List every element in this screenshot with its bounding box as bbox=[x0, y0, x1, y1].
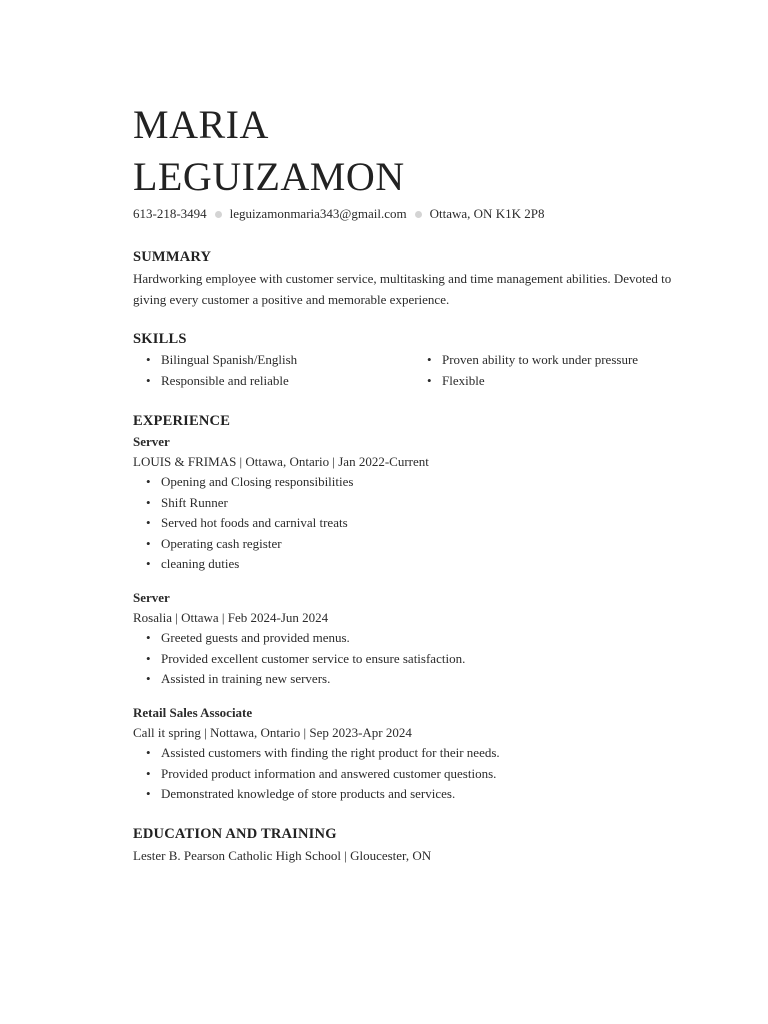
job-meta: LOUIS & FRIMAS | Ottawa, Ontario | Jan 2022-Current bbox=[133, 454, 429, 469]
job-title: Server bbox=[133, 590, 170, 605]
job-bullets bbox=[133, 628, 465, 690]
summary-text: Hardworking employee with customer service, multitasking and time management abilities. Devoted to giving every customer a positive and memorable experience. bbox=[133, 271, 672, 307]
job-bullets bbox=[133, 743, 500, 805]
education-entry: Lester B. Pearson Catholic High School | Gloucester, ON bbox=[133, 848, 432, 863]
skills-list-left bbox=[133, 350, 297, 391]
education-heading: EDUCATION AND TRAINING bbox=[133, 826, 337, 842]
job-bullet: • Opening and Closing responsibilities bbox=[146, 474, 354, 489]
skill-item: • Responsible and reliable bbox=[146, 372, 289, 388]
job-meta: Call it spring | Nottawa, Ontario | Sep 2023-Apr 2024 bbox=[133, 725, 412, 740]
experience-heading: EXPERIENCE bbox=[133, 413, 231, 429]
contact-line bbox=[133, 205, 544, 223]
job-bullet: • Assisted customers with finding the right product for their needs. bbox=[146, 745, 500, 760]
name-first: MARIA bbox=[133, 102, 269, 147]
contact-phone: 613-218-3494 bbox=[133, 206, 207, 221]
contact-email: leguizamonmaria343@gmail.com bbox=[229, 206, 407, 221]
job-bullet: • Demonstrated knowledge of store products and services. bbox=[146, 786, 456, 801]
skills-list-right bbox=[414, 350, 638, 391]
job-bullet: • Provided excellent customer service to ensure satisfaction. bbox=[146, 650, 466, 666]
skill-item: • Flexible bbox=[427, 372, 485, 388]
job-bullet: • Operating cash register bbox=[146, 535, 282, 551]
job-bullets bbox=[133, 472, 353, 575]
contact-location: Ottawa, ON K1K 2P8 bbox=[429, 206, 545, 221]
job-title: Retail Sales Associate bbox=[133, 705, 253, 720]
job-bullet: • Served hot foods and carnival treats bbox=[146, 515, 348, 530]
separator-dot-icon bbox=[215, 211, 222, 218]
skills-heading: SKILLS bbox=[133, 331, 187, 347]
job-bullet: • Provided product information and answered customer questions. bbox=[146, 765, 497, 781]
job-bullet: • Shift Runner bbox=[146, 494, 228, 510]
job-bullet: • Assisted in training new servers. bbox=[146, 671, 331, 686]
job-title: Server bbox=[133, 434, 170, 449]
summary-heading: SUMMARY bbox=[133, 249, 212, 265]
job-meta: Rosalia | Ottawa | Feb 2024-Jun 2024 bbox=[133, 610, 329, 625]
skill-item: • Bilingual Spanish/English bbox=[146, 352, 298, 367]
job-bullet: • Greeted guests and provided menus. bbox=[146, 630, 350, 645]
skill-item: • Proven ability to work under pressure bbox=[427, 352, 639, 367]
separator-dot-icon bbox=[415, 211, 422, 218]
job-bullet: • cleaning duties bbox=[146, 556, 240, 571]
name-last: LEGUIZAMON bbox=[133, 154, 405, 199]
